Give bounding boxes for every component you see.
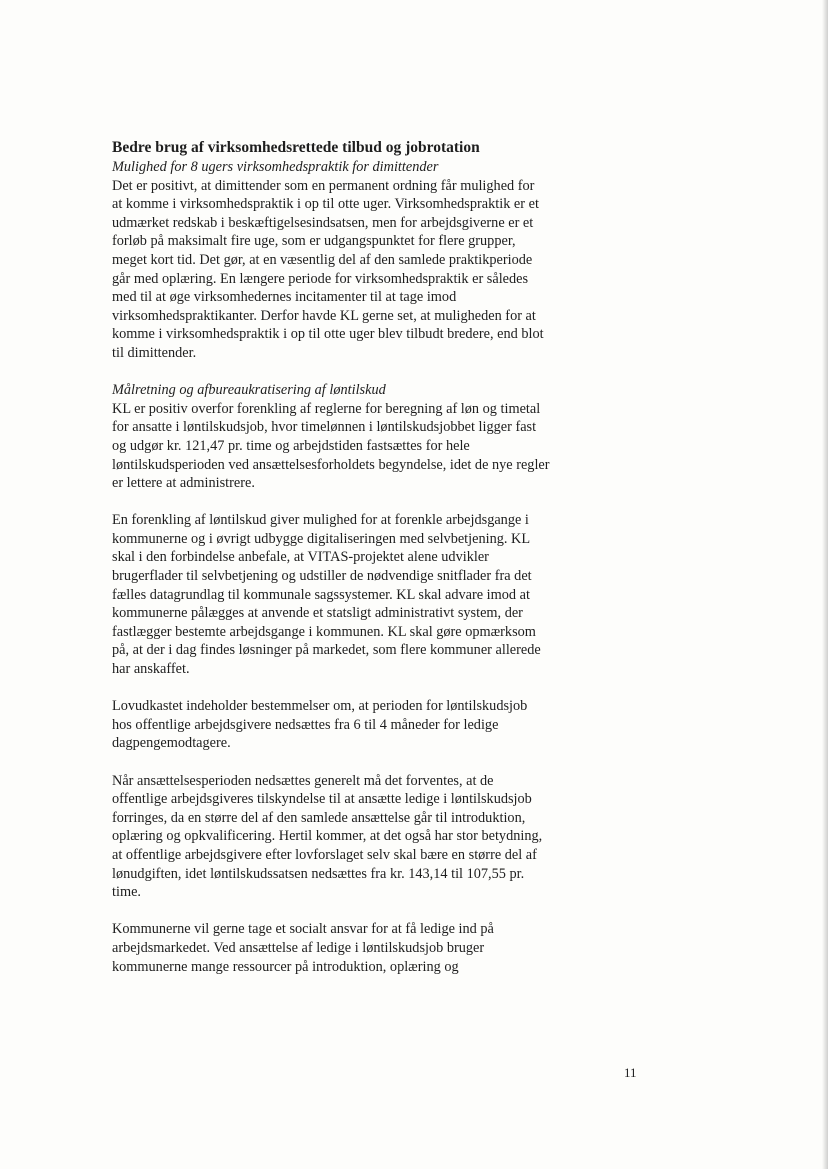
page-edge-shadow — [822, 0, 828, 1169]
text-line: kommunerne og i øvrigt udbygge digitaliseringen med selvbetjening. KL — [112, 530, 531, 547]
text-line: fælles datagrundlag til kommunale sagssystemer. KL skal advare imod at — [112, 586, 530, 603]
text-line: er lettere at administrere. — [112, 475, 255, 492]
text-line: hos offentlige arbejdsgivere nedsættes fra 6 til 4 måneder for ledige — [112, 716, 499, 733]
text-line: dagpengemodtagere. — [112, 735, 231, 752]
paragraph-4 — [112, 697, 598, 753]
page-number: 11 — [624, 1065, 637, 1080]
text-line: komme i virksomhedspraktik i op til otte uger blev tilbudt bredere, end blot — [112, 326, 544, 343]
text-line: på, at der i dag findes løsninger på markedet, som flere kommuner allerede — [112, 642, 541, 659]
paragraph-1 — [112, 177, 598, 363]
text-line: har anskaffet. — [112, 661, 190, 678]
subheading-loentilskud: Målretning og afbureaukratisering af løntilskud — [112, 382, 386, 399]
text-line: Når ansættelsesperioden nedsættes generelt må det forventes, at de — [112, 772, 494, 789]
text-line: og udgør kr. 121,47 pr. time og arbejdstiden fastsættes for hele — [112, 437, 470, 454]
text-line: Kommunerne vil gerne tage et socialt ansvar for at få ledige ind på — [112, 921, 494, 938]
section-title: Bedre brug af virksomhedsrettede tilbud og jobrotation — [112, 139, 480, 156]
text-line: Det er positivt, at dimittender som en permanent ordning får mulighed for — [112, 177, 535, 194]
text-line: kommunerne pålægges at anvende et statsligt administrativt system, der — [112, 605, 523, 622]
text-line: at komme i virksomhedspraktik i op til otte uger. Virksomhedspraktik er et — [112, 196, 539, 213]
text-line: skal i den forbindelse anbefale, at VITAS-projektet alene udvikler — [112, 549, 489, 566]
paragraph-3 — [112, 511, 598, 678]
text-line: lønudgiften, idet løntilskudssatsen nedsættes fra kr. 143,14 til 107,55 pr. — [112, 865, 525, 882]
text-line: med til at øge virksomhedernes incitamenter til at tage imod — [112, 289, 457, 306]
subheading-virksomhedspraktik: Mulighed for 8 ugers virksomhedspraktik for dimittender — [112, 159, 439, 175]
text-line: virksomhedspraktikanter. Derfor havde KL gerne set, at muligheden for at — [112, 307, 536, 324]
text-line: for ansatte i løntilskudsjob, hvor timelønnen i løntilskudsjobbet ligger fast — [112, 419, 537, 436]
text-line: løntilskudsperioden ved ansættelsesforholdets begyndelse, idet de nye regler — [112, 456, 550, 473]
text-line: Lovudkastet indeholder bestemmelser om, at perioden for løntilskudsjob — [112, 698, 528, 715]
text-line: kommunerne mange ressourcer på introduktion, oplæring og — [112, 958, 459, 975]
text-line: brugerflader til selvbetjening og udstiller de nødvendige snitflader fra det — [112, 568, 532, 585]
paragraph-6 — [112, 920, 598, 976]
text-line: meget kort tid. Det gør, at en væsentlig del af den samlede praktikperiode — [112, 251, 533, 268]
document-body — [112, 138, 598, 976]
text-line: KL er positiv overfor forenkling af reglerne for beregning af løn og timetal — [112, 400, 541, 417]
text-line: time. — [112, 884, 141, 901]
text-line: at offentlige arbejdsgivere efter lovforslaget selv skal bære en større del af — [112, 846, 537, 863]
text-line: går med oplæring. En længere periode for virksomhedspraktik er således — [112, 270, 529, 287]
text-line: En forenkling af løntilskud giver mulighed for at forenkle arbejdsgange i — [112, 512, 529, 529]
text-line: arbejdsmarkedet. Ved ansættelse af ledige i løntilskudsjob bruger — [112, 939, 485, 956]
text-line: til dimittender. — [112, 344, 197, 361]
text-line: oplæring og opkvalificering. Hertil kommer, at det også har stor betydning, — [112, 828, 543, 845]
text-line: forringes, da en større del af den samlede ansættelse går til introduktion, — [112, 809, 526, 826]
text-line: fastlægger bestemte arbejdsgange i kommunen. KL skal gøre opmærksom — [112, 623, 536, 640]
paragraph-2 — [112, 400, 598, 493]
text-line: offentlige arbejdsgiveres tilskyndelse til at ansætte ledige i løntilskudsjob — [112, 791, 532, 808]
text-line: forløb på maksimalt fire uge, som er udgangspunktet for flere grupper, — [112, 233, 516, 250]
paragraph-5 — [112, 772, 598, 902]
text-line: udmærket redskab i beskæftigelsesindsatsen, men for arbejdsgiverne er et — [112, 214, 534, 231]
